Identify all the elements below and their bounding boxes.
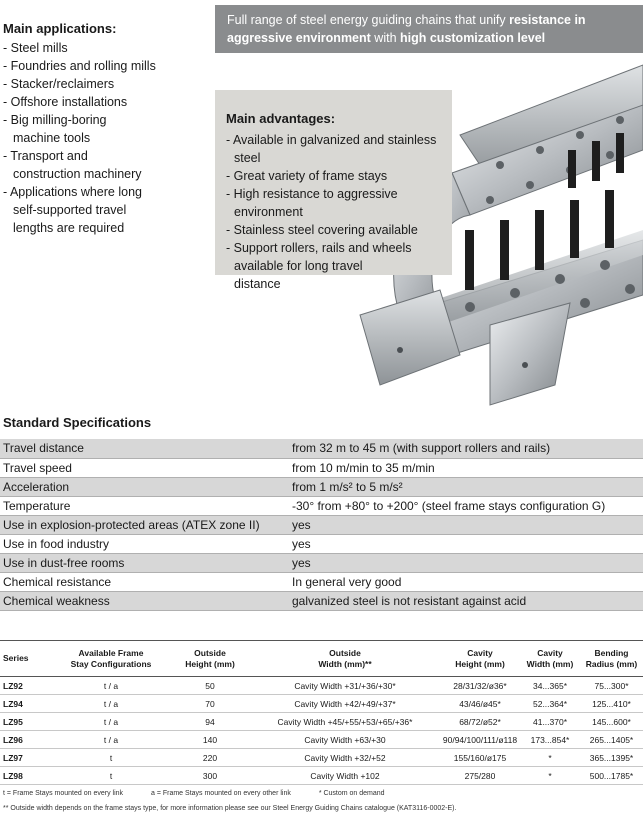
series-cell: LZ97 xyxy=(0,749,52,767)
cavity-width-cell: 52...364* xyxy=(520,695,580,713)
col-header-bending-radius: Bending Radius (mm) xyxy=(580,641,643,677)
bending-cell: 145...600* xyxy=(580,713,643,731)
series-cell: LZ95 xyxy=(0,713,52,731)
table-row xyxy=(0,677,643,695)
spec-value: from 32 m to 45 m (with support rollers and rails) xyxy=(292,439,643,458)
outside-width-cell: Cavity Width +102 xyxy=(250,767,440,785)
col-header-series: Series xyxy=(0,641,52,677)
list-item: construction machinery xyxy=(13,167,142,181)
footnote-a: a = Frame Stays mounted on every other link xyxy=(150,790,291,797)
cavity-height-cell: 43/46/ø45* xyxy=(440,695,520,713)
spec-label: Travel speed xyxy=(0,458,292,477)
banner-text: Full range of steel energy guiding chains that unify xyxy=(227,13,510,27)
series-table xyxy=(0,640,643,785)
table-row xyxy=(0,515,643,534)
footnote-legend xyxy=(3,790,411,797)
footnote-custom: * Custom on demand xyxy=(318,790,385,797)
outside-height-cell: 300 xyxy=(170,767,250,785)
banner-text: with xyxy=(370,31,400,45)
table-row xyxy=(0,749,643,767)
outside-width-cell: Cavity Width +32/+52 xyxy=(250,749,440,767)
cavity-height-cell: 155/160/ø175 xyxy=(440,749,520,767)
table-row xyxy=(0,553,643,572)
table-row xyxy=(0,572,643,591)
spec-label: Chemical weakness xyxy=(0,591,292,610)
table-row xyxy=(0,695,643,713)
spec-value: In general very good xyxy=(292,572,643,591)
footnote-outside-width: ** Outside width depends on the frame stays type, for more information please see our Steel Energy Guiding Chains catalogue (KAT3116-0002-E). xyxy=(3,805,457,812)
spec-label: Temperature xyxy=(0,496,292,515)
list-item: - Foundries and rolling mills xyxy=(3,59,156,73)
main-advantages-title: Main advantages: xyxy=(226,111,336,126)
col-header-cavity-width: Cavity Width (mm) xyxy=(520,641,580,677)
stays-cell: t xyxy=(52,767,170,785)
cavity-width-cell: * xyxy=(520,767,580,785)
spec-value: galvanized steel is not resistant against acid xyxy=(292,591,643,610)
list-item: - Stacker/reclaimers xyxy=(3,77,115,91)
outside-width-cell: Cavity Width +63/+30 xyxy=(250,731,440,749)
cavity-height-cell: 28/31/32/ø36* xyxy=(440,677,520,695)
list-item: lengths are required xyxy=(13,221,125,235)
spec-label: Acceleration xyxy=(0,477,292,496)
cavity-width-cell: 34...365* xyxy=(520,677,580,695)
outside-height-cell: 94 xyxy=(170,713,250,731)
spec-value: -30° from +80° to +200° (steel frame stays configuration G) xyxy=(292,496,643,515)
list-item: - Applications where long xyxy=(3,185,142,199)
list-item: - High resistance to aggressive environment xyxy=(226,187,398,219)
bending-cell: 365...1395* xyxy=(580,749,643,767)
list-item: machine tools xyxy=(13,131,91,145)
spec-value: yes xyxy=(292,534,643,553)
col-header-outside-width: Outside Width (mm)** xyxy=(250,641,440,677)
outside-width-cell: Cavity Width +31/+36/+30* xyxy=(250,677,440,695)
cavity-height-cell: 68/72/ø52* xyxy=(440,713,520,731)
outside-height-cell: 70 xyxy=(170,695,250,713)
table-row xyxy=(0,731,643,749)
stays-cell: t / a xyxy=(52,731,170,749)
intro-banner xyxy=(215,5,643,53)
specs-table xyxy=(0,439,643,611)
outside-height-cell: 220 xyxy=(170,749,250,767)
list-item: - Offshore installations xyxy=(3,95,128,109)
list-item: - Steel mills xyxy=(3,41,68,55)
spec-label: Chemical resistance xyxy=(0,572,292,591)
bending-cell: 500...1785* xyxy=(580,767,643,785)
bending-cell: 75...300* xyxy=(580,677,643,695)
table-row xyxy=(0,458,643,477)
table-row xyxy=(0,591,643,610)
main-applications xyxy=(3,20,203,237)
banner-highlight-2: high customization level xyxy=(400,31,546,45)
stays-cell: t / a xyxy=(52,713,170,731)
stays-cell: t / a xyxy=(52,695,170,713)
list-item: - Stainless steel covering available xyxy=(226,223,418,237)
bending-cell: 125...410* xyxy=(580,695,643,713)
cavity-width-cell: 41...370* xyxy=(520,713,580,731)
list-item: - Great variety of frame stays xyxy=(226,169,388,183)
list-item: - Support rollers, rails and wheels xyxy=(226,241,412,255)
series-cell: LZ94 xyxy=(0,695,52,713)
specs-title: Standard Specifications xyxy=(3,415,152,430)
cavity-width-cell: * xyxy=(520,749,580,767)
footnote-t: t = Frame Stays mounted on every link xyxy=(3,790,124,797)
series-cell: LZ96 xyxy=(0,731,52,749)
cavity-height-cell: 90/94/100/111/ø118 xyxy=(440,731,520,749)
spec-value: yes xyxy=(292,553,643,572)
spec-label: Use in dust-free rooms xyxy=(0,553,292,572)
spec-label: Use in food industry xyxy=(0,534,292,553)
table-row xyxy=(0,534,643,553)
outside-height-cell: 50 xyxy=(170,677,250,695)
table-header-row xyxy=(0,641,643,677)
list-item: available for long travel xyxy=(234,259,363,273)
col-header-outside-height: Outside Height (mm) xyxy=(170,641,250,677)
outside-width-cell: Cavity Width +45/+55/+53/+65/+36* xyxy=(250,713,440,731)
spec-value: from 10 m/min to 35 m/min xyxy=(292,458,643,477)
stays-cell: t xyxy=(52,749,170,767)
main-applications-title: Main applications: xyxy=(3,21,117,36)
table-row xyxy=(0,477,643,496)
outside-width-cell: Cavity Width +42/+49/+37* xyxy=(250,695,440,713)
spec-value: from 1 m/s² to 5 m/s² xyxy=(292,477,643,496)
table-row xyxy=(0,713,643,731)
table-row xyxy=(0,767,643,785)
spec-label: Travel distance xyxy=(0,439,292,458)
stays-cell: t / a xyxy=(52,677,170,695)
series-cell: LZ92 xyxy=(0,677,52,695)
main-advantages xyxy=(215,90,452,291)
col-header-cavity-height: Cavity Height (mm) xyxy=(440,641,520,677)
series-cell: LZ98 xyxy=(0,767,52,785)
list-item: - Transport and xyxy=(3,149,88,163)
list-item: - Big milling-boring xyxy=(3,113,107,127)
list-item: distance xyxy=(234,277,281,291)
col-header-frame-stay: Available Frame Stay Configurations xyxy=(52,641,170,677)
cavity-height-cell: 275/280 xyxy=(440,767,520,785)
outside-height-cell: 140 xyxy=(170,731,250,749)
spec-label: Use in explosion-protected areas (ATEX zone II) xyxy=(0,515,292,534)
list-item: - Available in galvanized and stainless steel xyxy=(226,133,437,165)
banner-highlight-1: resistance in aggressive environment xyxy=(227,13,586,45)
main-advantages-list xyxy=(226,131,444,293)
cavity-width-cell: 173...854* xyxy=(520,731,580,749)
table-row xyxy=(0,439,643,458)
bending-cell: 265...1405* xyxy=(580,731,643,749)
table-row xyxy=(0,496,643,515)
spec-value: yes xyxy=(292,515,643,534)
main-applications-list xyxy=(3,39,203,237)
list-item: self-supported travel xyxy=(13,203,127,217)
